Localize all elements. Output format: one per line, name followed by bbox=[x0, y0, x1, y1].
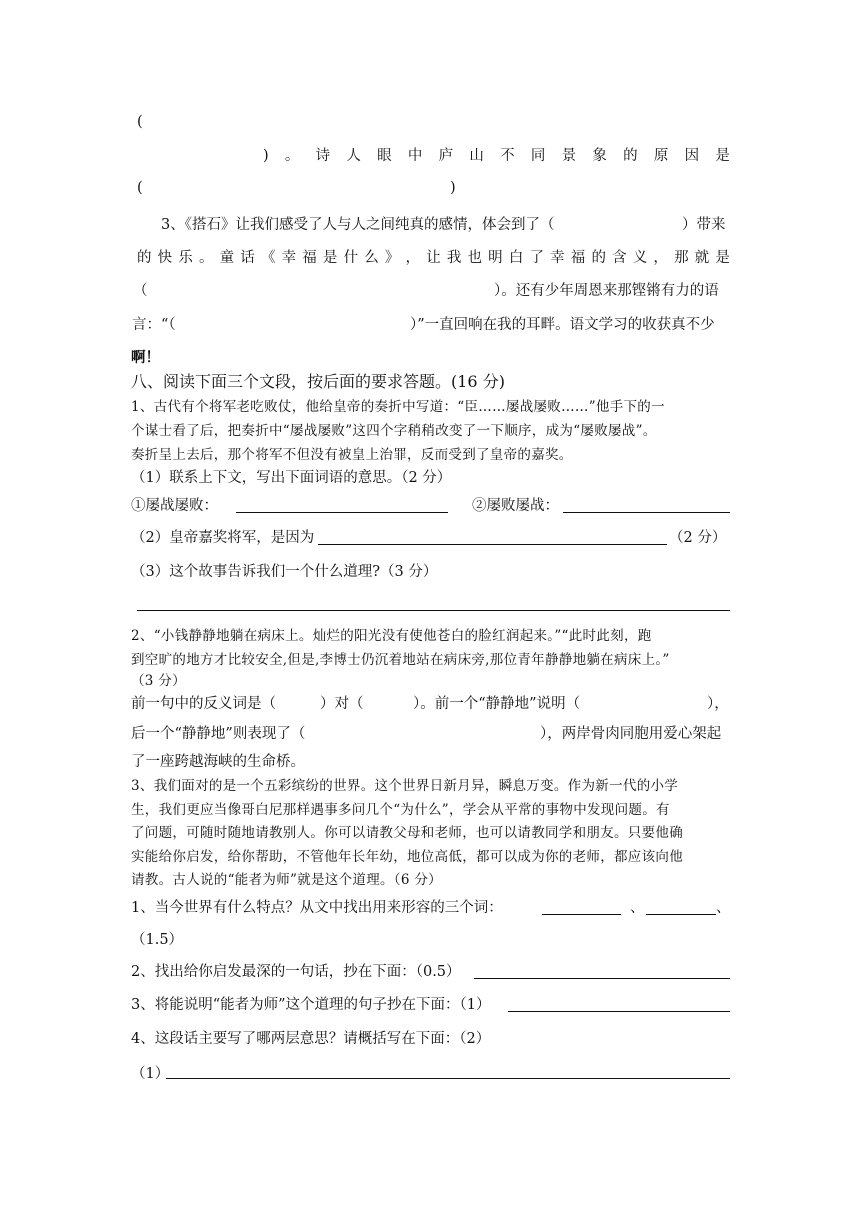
q3-line2-char: 的 bbox=[591, 250, 606, 266]
p1-q3-answer[interactable] bbox=[137, 610, 730, 611]
passage3-line5: 请教。古人说的“能者为师”就是这个道理。（6 分） bbox=[131, 872, 442, 888]
p1-q2-answer[interactable] bbox=[318, 544, 667, 545]
p3-question1: 1、当今世界有什么特点？从文中找出用来形容的三个词： bbox=[131, 900, 503, 916]
reason-open-paren: ( bbox=[137, 180, 143, 196]
q3-line1-end: ）带来 bbox=[682, 217, 726, 233]
q3-line2-char: 是 bbox=[322, 250, 338, 266]
q3-line2-char: ， bbox=[653, 250, 668, 266]
p1-q1-word-b: ②屡败屡战： bbox=[472, 498, 559, 514]
blank-open-paren: ( bbox=[137, 114, 143, 130]
q3-line2-char: 幸 bbox=[281, 250, 297, 266]
poem-line-char: 人 bbox=[346, 148, 361, 164]
p3-q1-answer-2[interactable] bbox=[646, 914, 716, 915]
poem-line-char: 同 bbox=[530, 148, 546, 164]
p3-question4: 4、这段话主要写了哪两层意思？请概括写在下面：（2） bbox=[131, 1031, 491, 1047]
poem-line-char: ) bbox=[263, 148, 269, 164]
section-heading: 八、阅读下面三个文段，按后面的要求答题。(16 分) bbox=[131, 372, 505, 391]
poem-line-char: 因 bbox=[684, 148, 700, 164]
p3-q1-answer-1[interactable] bbox=[542, 914, 621, 915]
p3-q1-sep1: 、 bbox=[630, 900, 645, 916]
p1-q1-answer-b[interactable] bbox=[563, 512, 730, 513]
q3-line5: 啊！ bbox=[131, 349, 160, 366]
q3-line2-char: 也 bbox=[467, 250, 482, 266]
poem-line-char: 诗 bbox=[315, 148, 331, 164]
q3-line2-char: 了 bbox=[529, 250, 544, 266]
p2-q-line1-c: ）。前一个“静静地”说明（ bbox=[413, 696, 581, 712]
p1-question3: （3）这个故事告诉我们一个什么道理?（3 分） bbox=[131, 564, 438, 580]
q3-line2-char: 么 bbox=[364, 250, 379, 266]
poem-line-char: 。 bbox=[284, 148, 300, 164]
poem-answer-line bbox=[137, 146, 730, 166]
q3-line2-char: 》 bbox=[384, 250, 400, 266]
q3-line2-char: 我 bbox=[446, 250, 462, 266]
p1-question1: （1）联系上下文，写出下面词语的意思。（2 分） bbox=[131, 470, 452, 486]
q3-line2-char: 就 bbox=[694, 250, 710, 266]
q3-line2-char: 白 bbox=[508, 250, 524, 266]
q3-line2-char: 话 bbox=[240, 250, 255, 266]
q3-line2-char: 的 bbox=[137, 250, 152, 266]
p3-q1-score: （1.5） bbox=[131, 932, 184, 948]
p2-q-line2-a: 后一个“静静地”则表现了（ bbox=[131, 726, 306, 742]
q3-line3-open: （ bbox=[133, 283, 148, 299]
q3-line2-char: 福 bbox=[570, 250, 586, 266]
p2-q-line1-a: 前一句中的反义词是（ bbox=[131, 696, 276, 712]
poem-line-char: 象 bbox=[592, 148, 607, 164]
p3-question2: 2、找出给你启发最深的一句话，抄在下面：（0.5） bbox=[131, 964, 461, 980]
poem-line-char: 的 bbox=[623, 148, 638, 164]
p2-q-line2-b: ），两岸骨肉同胞用爱心架起 bbox=[540, 726, 722, 742]
q3-line2-char: 《 bbox=[260, 250, 276, 266]
q3-line3-end: ）。还有少年周恩来那铿锵有力的语 bbox=[494, 283, 719, 299]
passage2-line1: 2、“小钱静静地躺在病床上。灿烂的阳光没有使他苍白的脸红润起来。”“此时此刻，跑 bbox=[131, 628, 652, 644]
q3-line2-char: 幸 bbox=[550, 250, 565, 266]
p3-q1-sep2: 、 bbox=[716, 900, 731, 916]
p3-q4-item1: （1） bbox=[131, 1066, 170, 1082]
poem-line-char: 山 bbox=[469, 148, 484, 164]
q3-line2-char: 乐 bbox=[178, 250, 193, 266]
p2-q-line1-b: ）对（ bbox=[320, 696, 364, 712]
poem-line-char: 眼 bbox=[377, 148, 392, 164]
poem-line-char: 不 bbox=[500, 148, 515, 164]
q3-line2-char: 什 bbox=[343, 250, 359, 266]
q3-line2-char: 义 bbox=[632, 250, 648, 266]
passage2-line2: 到空旷的地方才比较安全,但是,李博士仍沉着地站在病床旁,那位青年静静地躺在病床上。” bbox=[131, 652, 670, 668]
q3-line2-char: 让 bbox=[426, 250, 441, 266]
p1-question2: （2）皇帝嘉奖将军，是因为 bbox=[131, 530, 315, 546]
poem-line-char: 原 bbox=[653, 148, 669, 164]
q3-line4-end: ）”一直回响在我的耳畔。语文学习的收获真不少 bbox=[410, 317, 715, 333]
passage2-line3: （3 分） bbox=[131, 673, 186, 689]
p1-q2-score: （2 分） bbox=[669, 530, 727, 546]
p3-q3-answer[interactable] bbox=[508, 1011, 730, 1012]
q3-line2-char: 是 bbox=[715, 250, 730, 266]
p1-q1-word-a: ①屡战屡败： bbox=[131, 498, 218, 514]
q3-line2 bbox=[137, 248, 730, 268]
passage3-line2: 生，我们更应当像哥白尼那样遇事多问几个“为什么”，学会从平常的事物中发现问题。有 bbox=[131, 802, 670, 818]
q3-line2-char: 。 bbox=[198, 250, 214, 266]
q3-line2-char: 含 bbox=[612, 250, 627, 266]
p1-q1-answer-a[interactable] bbox=[236, 512, 448, 513]
passage3-line3: 了问题，可随时随地请教别人。你可以请教父母和老师，也可以请教同学和朋友。只要他确 bbox=[131, 825, 683, 841]
p3-q4-answer-1[interactable] bbox=[166, 1078, 730, 1079]
q3-line2-char: 那 bbox=[674, 250, 689, 266]
passage3-line4: 实能给你启发，给你帮助，不管他年长年幼，地位高低，都可以成为你的老师，都应该向他 bbox=[131, 849, 683, 865]
q3-line2-char: 福 bbox=[302, 250, 317, 266]
poem-line-char: 景 bbox=[561, 148, 577, 164]
passage1-line2: 个谋士看了后，把奏折中“屡战屡败”这四个字稍稍改变了一下顺序，成为“屡败屡战”。 bbox=[131, 423, 657, 439]
passage1-line3: 奏折呈上去后，那个将军不但没有被皇上治罪，反而受到了皇帝的嘉奖。 bbox=[131, 447, 573, 463]
q3-line2-char: 明 bbox=[488, 250, 503, 266]
q3-line2-char: 童 bbox=[219, 250, 235, 266]
passage1-line1: 1、古代有个将军老吃败仗，他给皇帝的奏折中写道：“臣……屡战屡败……”他手下的一 bbox=[131, 399, 665, 415]
poem-line-char: 是 bbox=[715, 148, 730, 164]
poem-line-char: 中 bbox=[407, 148, 423, 164]
q3-line4-start: 言：“（ bbox=[132, 317, 176, 333]
p2-q-line3: 了一座跨越海峡的生命桥。 bbox=[131, 754, 305, 770]
reason-close-paren: ) bbox=[450, 180, 456, 196]
p2-q-line1-d: ）， bbox=[707, 696, 729, 712]
passage3-line1: 3、我们面对的是一个五彩缤纷的世界。这个世界日新月异，瞬息万变。作为新一代的小学 bbox=[131, 778, 679, 794]
p3-q2-answer[interactable] bbox=[474, 978, 730, 979]
q3-line1: 3、《搭石》让我们感受了人与人之间纯真的感情，体会到了（ bbox=[161, 217, 555, 233]
q3-line2-char: ， bbox=[405, 250, 421, 266]
p3-question3: 3、将能说明“能者为师”这个道理的句子抄在下面：（1） bbox=[131, 997, 491, 1013]
poem-line-char: 庐 bbox=[438, 148, 454, 164]
q3-line2-char: 快 bbox=[157, 250, 173, 266]
